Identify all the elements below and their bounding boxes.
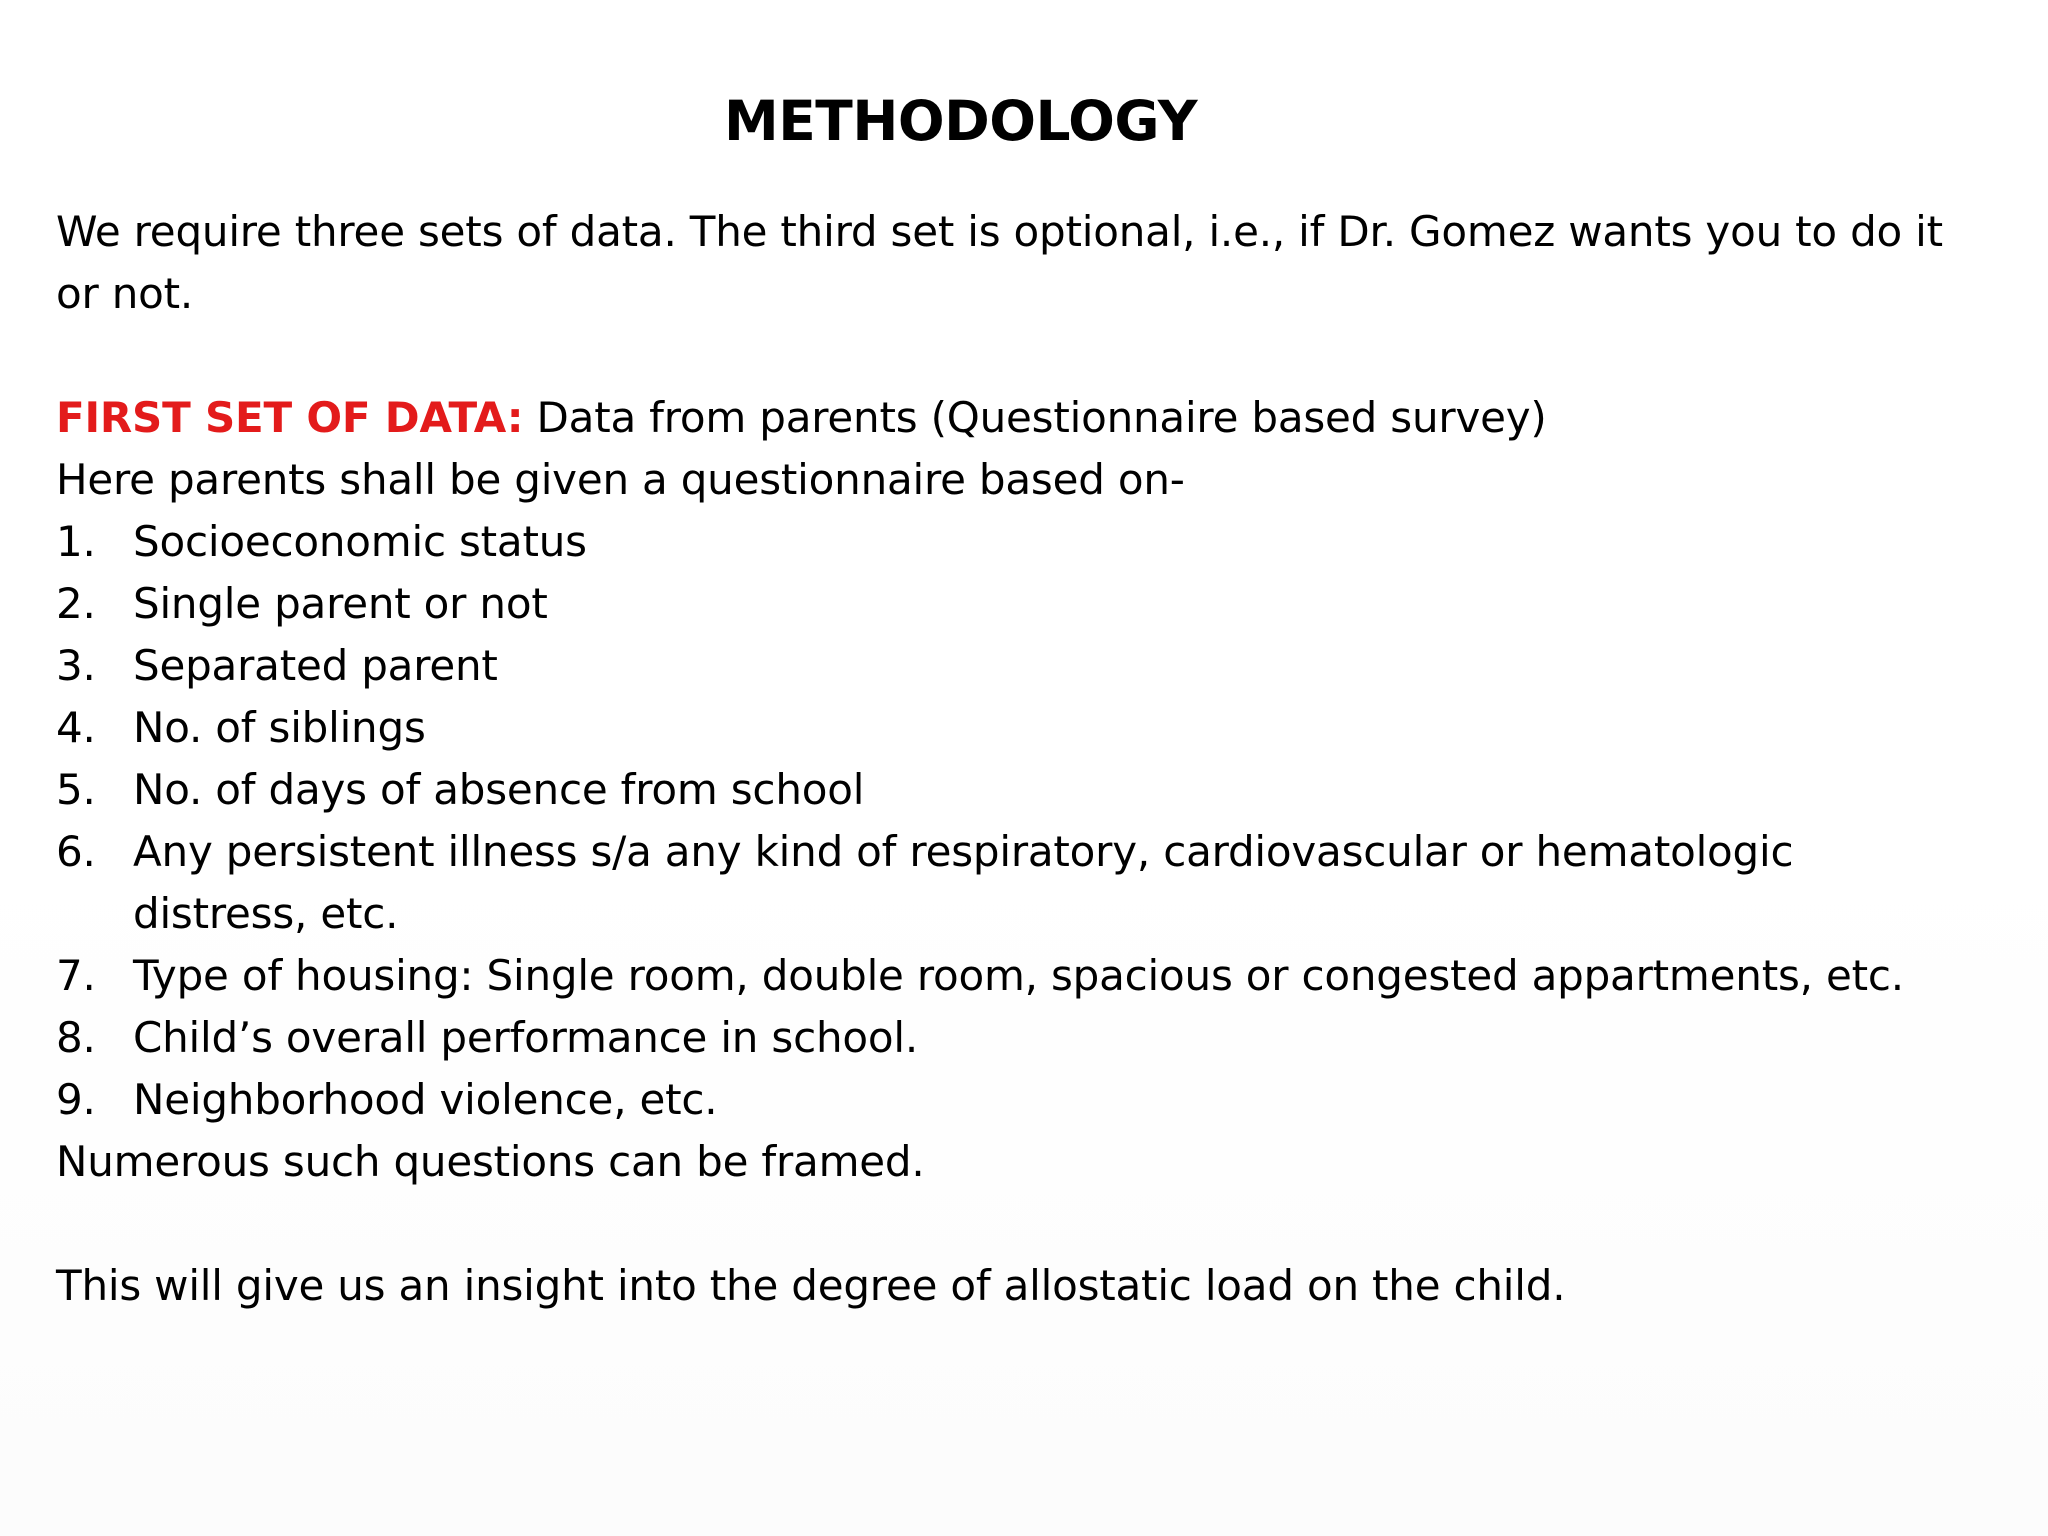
list-item-text: No. of days of absence from school: [133, 765, 865, 814]
list-item-number: 8.: [56, 1013, 96, 1062]
list-item-text: Single parent or not: [133, 579, 548, 628]
list-item-text: Socioeconomic status: [133, 517, 587, 566]
intro-paragraph: [56, 201, 1986, 325]
list-item: [56, 759, 1986, 821]
list-item-text: Child’s overall performance in school.: [133, 1013, 918, 1062]
questionnaire-lead: Here parents shall be given a questionnaire based on-: [56, 455, 1185, 504]
list-item-number: 2.: [56, 579, 96, 628]
list-item-text: Separated parent: [133, 641, 498, 690]
list-item: [56, 945, 1986, 1007]
list-item-text-continued: distress, etc.: [133, 889, 399, 938]
questionnaire-list: [56, 511, 1986, 1131]
list-item-text: Neighborhood violence, etc.: [133, 1075, 718, 1124]
list-item-number: 9.: [56, 1075, 96, 1124]
list-item-number: 5.: [56, 765, 96, 814]
list-item-text: No. of siblings: [133, 703, 426, 752]
list-item-number: 1.: [56, 517, 96, 566]
list-item-text: Type of housing: Single room, double room, spacious or congested appartments, etc.: [133, 951, 1904, 1000]
list-item: [56, 821, 1986, 945]
list-item-number: 6.: [56, 827, 96, 876]
page-title: METHODOLOGY: [724, 89, 1198, 153]
list-item-number: 7.: [56, 951, 96, 1000]
list-item: [56, 1007, 1986, 1069]
intro-line-2: or not.: [56, 269, 194, 318]
intro-line-1: We require three sets of data. The third set is optional, i.e., if Dr. Gomez wants you to do it: [56, 207, 1943, 256]
first-set-heading-description: Data from parents (Questionnaire based survey): [523, 393, 1547, 442]
list-item-number: 3.: [56, 641, 96, 690]
list-item-number: 4.: [56, 703, 96, 752]
list-item: [56, 1069, 1986, 1131]
first-set-section: [56, 387, 1986, 1317]
closing-line: Numerous such questions can be framed.: [56, 1137, 925, 1186]
list-item-text: Any persistent illness s/a any kind of respiratory, cardiovascular or hematologic: [133, 827, 1794, 876]
first-set-heading-line: [56, 387, 1986, 449]
list-item: [56, 573, 1986, 635]
paragraph-spacer: [56, 1193, 1986, 1255]
list-item: [56, 635, 1986, 697]
list-item: [56, 697, 1986, 759]
first-set-heading: FIRST SET OF DATA:: [56, 393, 524, 442]
list-item: [56, 511, 1986, 573]
conclusion-line: This will give us an insight into the degree of allostatic load on the child.: [56, 1261, 1566, 1310]
